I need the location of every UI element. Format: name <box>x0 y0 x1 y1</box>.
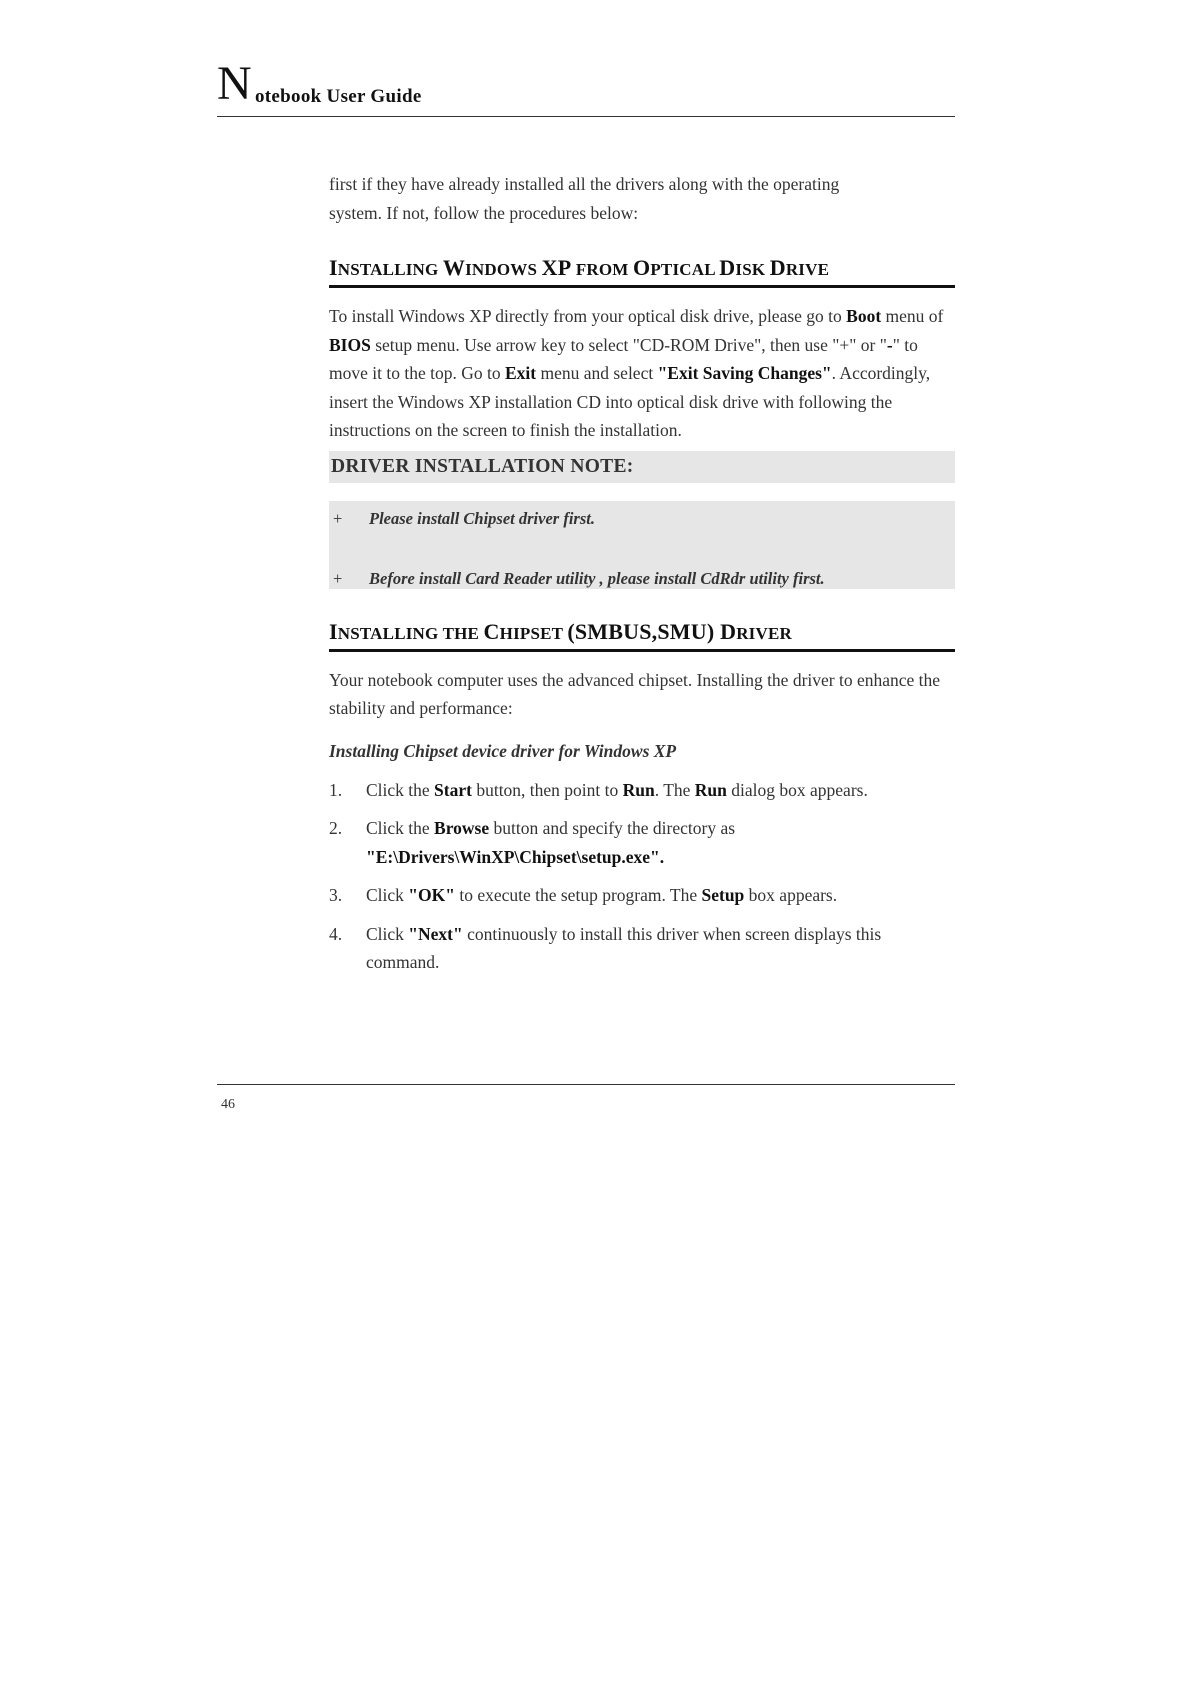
driver-note-heading: DRIVER INSTALLATION NOTE: <box>329 451 955 483</box>
chipset-subtitle: Installing Chipset device driver for Windows XP <box>329 740 677 761</box>
install-xp-paragraph: To install Windows XP directly from your optical disk drive, please go to Boot menu of BIOS setup menu. Use arrow key to select "CD-ROM Drive", then use "+" or "-" to move it to the top. Go to Exit menu and select "Exit Saving Changes". Accordingly, insert the Windows XP installation CD into optical disk drive with following the instructions on the screen to finish the installation. <box>329 306 944 440</box>
footer-rule <box>217 1084 955 1085</box>
step-item: 3. Click "OK" to execute the setup program. The Setup box appears. <box>329 885 838 905</box>
step-item: 1. Click the Start button, then point to Run. The Run dialog box appears. <box>329 779 868 800</box>
driver-note-box <box>329 501 955 589</box>
note-item: + Please install Chipset driver first. <box>331 505 953 533</box>
page-number: 46 <box>221 1097 235 1112</box>
header-title: otebook User Guide <box>255 86 422 107</box>
section-title-install-xp: INSTALLING WINDOWS XP FROM OPTICAL DISK DRIVE <box>329 255 955 288</box>
chipset-intro-paragraph: Your notebook computer uses the advanced chipset. Installing the driver to enhance the stability and performance: <box>329 669 941 718</box>
page-header <box>217 58 955 117</box>
main-content <box>329 170 955 977</box>
header-initial: N <box>217 57 252 110</box>
intro-paragraph: first if they have already installed all the drivers along with the operating system. If not, follow the procedures below: <box>329 174 840 223</box>
plus-icon: + <box>333 568 343 588</box>
plus-icon: + <box>333 508 343 528</box>
note-item: + Before install Card Reader utility , please install CdRdr utility first. <box>331 565 953 593</box>
step-item: 2. Click the Browse button and specify the directory as "E:\Drivers\WinXP\Chipset\setup.exe". <box>329 818 736 867</box>
step-item: 4. Click "Next" continuously to install this driver when screen displays this command. <box>329 923 882 972</box>
section-title-chipset: INSTALLING THE CHIPSET (SMBUS,SMU) DRIVER <box>329 619 955 652</box>
